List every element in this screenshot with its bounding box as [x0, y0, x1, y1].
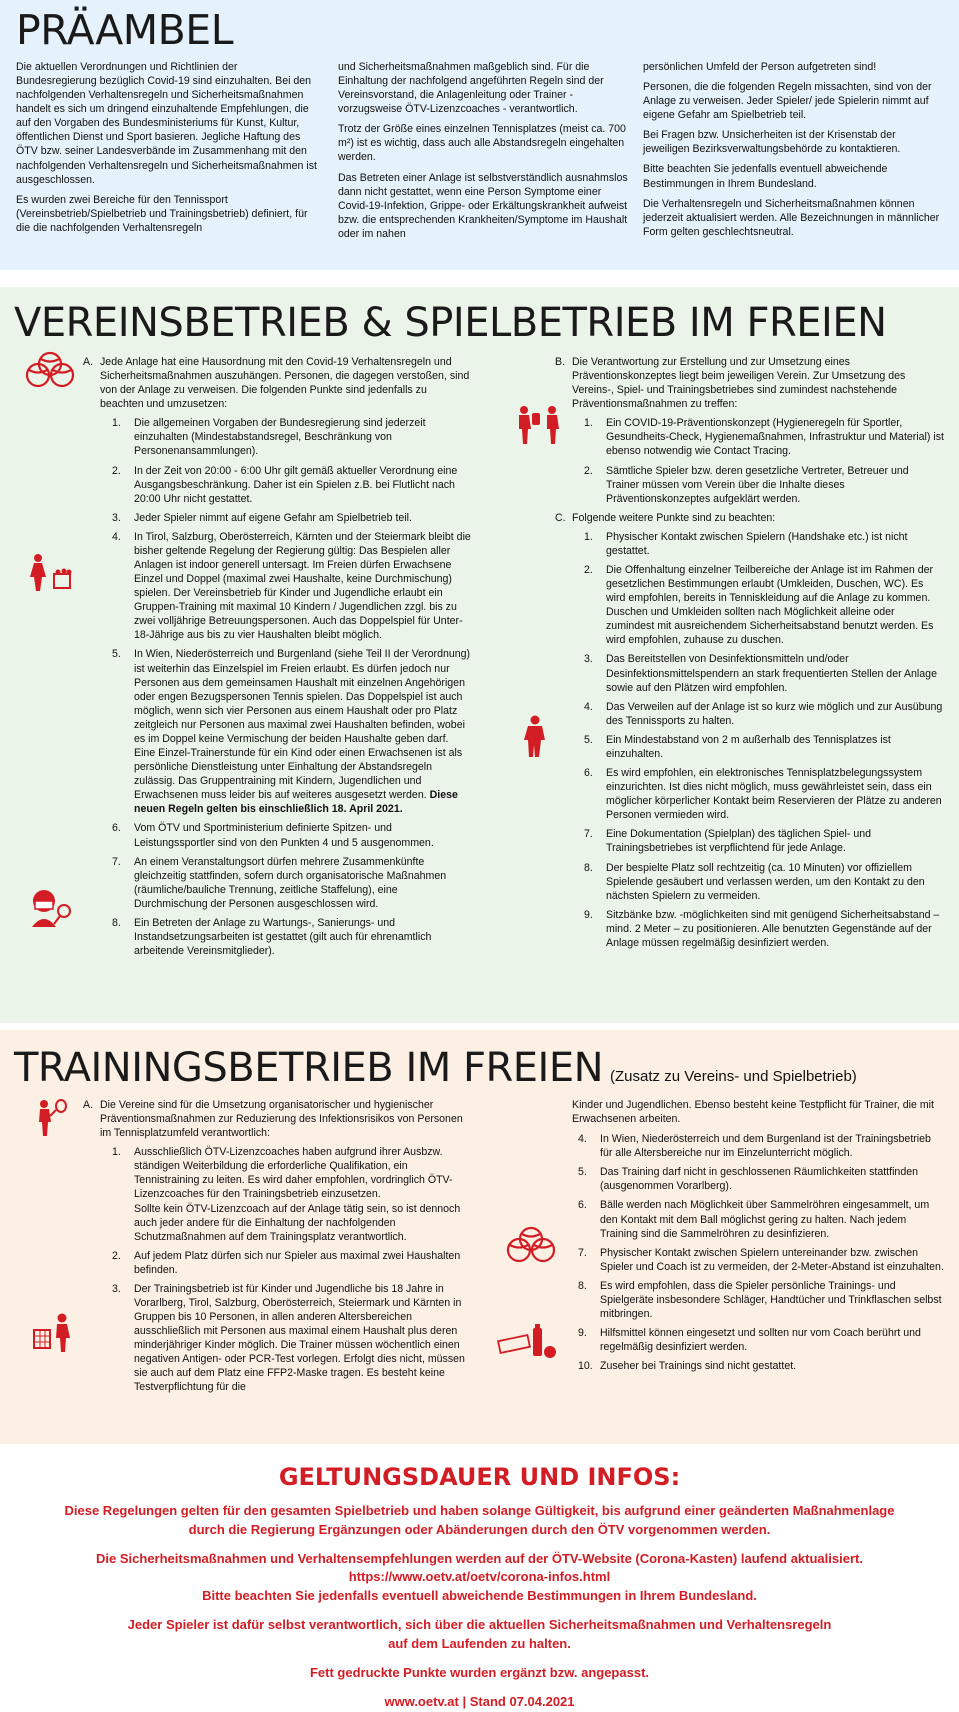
list-item	[106, 464, 472, 506]
item-number: 6.	[584, 767, 593, 780]
trainingsbetrieb-right-column	[572, 1098, 944, 1378]
item-number: 3.	[112, 511, 121, 524]
paragraph: Das Betreten einer Anlage ist selbstverständlich ausnahmslos dann nicht gestattet, wenn eine Person Symptome einer Covid-19-Infektion, Grippe- oder Erkältungskrankheit aufweist bzw. die entsprechenden Krankheiten/Symptome im Haushalt oder im nahen	[338, 171, 628, 240]
item-number: 10.	[578, 1360, 593, 1373]
item-number: 1.	[584, 417, 593, 430]
list-item	[578, 827, 944, 855]
point-text: Folgende weitere Punkte sind zu beachten:	[572, 511, 776, 524]
item-number: 3.	[112, 1282, 121, 1295]
item-number: 8.	[584, 861, 593, 874]
list-item	[572, 1132, 944, 1160]
numbered-list	[80, 416, 472, 958]
item-number: 1.	[112, 1146, 121, 1159]
item-text: Eine Dokumentation (Spielplan) des täglichen Spiel- und Trainingsbetriebes ist verpflichtend für jede Anlage.	[606, 828, 872, 855]
list-item	[578, 733, 944, 761]
paragraph: Es wurden zwei Bereiche für den Tennissport (Vereinsbetrieb/Spielbetrieb und Trainingsbetrieb) definiert, für die die nachfolgenden Verhaltensregeln	[16, 193, 308, 234]
player-icon	[521, 715, 551, 763]
bundesland-note: Bitte beachten Sie jedenfalls eventuell abweichende Bestimmungen in Ihrem Bundesland.	[202, 1588, 757, 1604]
item-text: Es wird empfohlen, ein elektronisches Tennisplatzbelegungssystem einzurichten. Ist dies nicht möglich, muss gewährleistet sein, dass ein möglicher körperlicher Kontakt beim Reservieren der Plätze zu anderen Personen vermieden wird.	[606, 767, 942, 822]
praeambel-column-2	[338, 60, 628, 247]
list-item	[572, 1279, 944, 1321]
item-text: Das Training darf nicht in geschlossenen Räumlichkeiten stattfinden (ausgenommen Vorarlberg).	[600, 1166, 918, 1193]
item-number: 2.	[584, 564, 593, 577]
section-point	[80, 1098, 472, 1140]
item-text: Der bespielte Platz soll rechtzeitig (ca. 10 Minuten) vor offiziellem Spielende gesäubert und verlassen werden, um den Kontakt zu den nächsten Spielern zu vermeiden.	[606, 861, 925, 902]
item-number: 9.	[578, 1327, 587, 1340]
list-item	[578, 530, 944, 558]
player-with-ball-basket-icon	[24, 552, 76, 598]
numbered-list	[80, 1145, 472, 1394]
list-item	[578, 766, 944, 822]
praeambel-column-1	[16, 60, 318, 241]
item-number: 3.	[584, 653, 593, 666]
item-text: Die Offenhaltung einzelner Teilbereiche der Anlage ist im Rahmen der gesetzlichen Bestimmungen erlaubt (Umkleiden, Duschen, WC). Es wird empfohlen, bereits in Tenniskleidung auf die Anlage zu kommen. Duschen und Umkleiden sollten nach Möglichkeit alleine oder zumindest mit ausreichendem Sicherheitsabstand benutzt werden. Es wird empfohlen, zuhause zu duschen.	[606, 564, 934, 647]
list-item	[572, 1198, 944, 1240]
list-item	[578, 700, 944, 728]
list-item	[572, 1165, 944, 1193]
item-text: Es wird empfohlen, dass die Spieler persönliche Trainings- und Spielgeräte insbesondere Schläger, Handtücher und Trinkflaschen selbst mitbringen.	[600, 1279, 942, 1321]
point-text: Die Vereine sind für die Umsetzung organisatorischer und hygienischer Präventionsmaßnahmen zur Reduzierung des Infektionsrisikos von Personen im Tennisplatzumfeld verantwortlich:	[100, 1099, 463, 1140]
list-item	[578, 861, 944, 903]
corona-info-link[interactable]: https://www.oetv.at/oetv/corona-infos.html	[348, 1569, 611, 1585]
item-text: Das Bereitstellen von Desinfektionsmitteln und/oder Desinfektionsmittelspendern an stark frequentierten Stellen der Anlage sowie auf den Plätzen wird empfohlen.	[606, 653, 937, 694]
item-text: Physischer Kontakt zwischen Spielern (Handshake etc.) ist nicht gestattet.	[606, 530, 908, 557]
list-item	[106, 821, 472, 849]
point-letter: A.	[83, 356, 94, 368]
item-number: 1.	[584, 530, 593, 543]
point-letter: C.	[555, 511, 566, 524]
item-text: Jeder Spieler nimmt auf eigene Gefahr am Spielbetrieb teil.	[134, 511, 412, 524]
list-item	[578, 908, 944, 950]
numbered-list	[552, 416, 944, 505]
item-extra-text: Sollte kein ÖTV-Lizenzcoach auf der Anlage tätig sein, so ist dennoch auch jeder andere für die Einhaltung der nachfolgenden Schutzmaßnahmen auf dem Trainingsplatz verantwortlich.	[134, 1202, 461, 1243]
praeambel-section	[0, 0, 959, 270]
item-text: Physischer Kontakt zwischen Spielern untereinander bzw. zwischen Spieler und Coach ist zu vermeiden, der 2-Meter-Abstand ist einzuhalten.	[600, 1246, 944, 1273]
point-text: Die Verantwortung zur Erstellung und zur Umsetzung eines Präventionskonzeptes liegt beim jeweiligen Verein. Zur Umsetzung des Vereins-, Spiel- und Trainingsbetriebes sind zumindest nachstehende Präventionsmaßnahmen zu treffen:	[572, 356, 906, 411]
item-number: 5.	[578, 1166, 587, 1179]
item-text: Zuseher bei Trainings sind nicht gestattet.	[600, 1360, 797, 1373]
vereinsbetrieb-section	[0, 287, 959, 1023]
item-text: Hilfsmittel können eingesetzt und sollten nur vom Coach berührt und regelmäßig desinfiziert werden.	[600, 1327, 921, 1354]
list-item	[578, 416, 944, 458]
list-item	[106, 511, 472, 525]
section-point	[552, 511, 944, 525]
section-point	[552, 355, 944, 411]
point-text: Jede Anlage hat eine Hausordnung mit den Covid-19 Verhaltensregeln und Sicherheitsmaßnahmen auszuhängen. Personen, die dagegen verstoßen, sind von der Anlage zu verweisen. Die folgenden Punkte sind jedenfalls zu beachten und umzusetzen:	[100, 356, 470, 411]
item-text: Der Trainingsbetrieb ist für Kinder und Jugendliche bis 18 Jahre in Vorarlberg, Tirol, Salzburg, Oberösterreich, Steiermark und Kärnten in Gruppen bis 10 Personen, in allen anderen Altersbereichen ausschließlich mit Personen aus maximal einem Haushalt plus deren minderjähriger Kinder möglich. Die Trainer müssen wöchentlich einen negativen Antigen- oder PCR-Test vorlegen. Erfolgt dies nicht, müssen sie auch auf dem Platz eine FFP2-Maske tragen. Es besteht keine Testverpflichtung für die	[134, 1282, 465, 1394]
item-text: Sämtliche Spieler bzw. deren gesetzliche Vertreter, Betreuer und Trainer müssen vom Verein über die Inhalte dieses Präventionskonzeptes aufgeklärt werden.	[606, 464, 909, 505]
vereinsbetrieb-title: VEREINSBETRIEB & SPIELBETRIEB IM FREIEN	[14, 300, 887, 346]
item-number: 2.	[112, 1249, 121, 1262]
tennis-balls-icon	[24, 351, 76, 395]
trainingsbetrieb-heading	[14, 1045, 857, 1091]
item-number: 2.	[112, 464, 121, 477]
item-number: 4.	[584, 700, 593, 713]
item-text: Die allgemeinen Vorgaben der Bundesregierung sind jederzeit einzuhalten (Mindestabstandsregel, Beschränkung von Personenansammlungen).	[134, 417, 426, 458]
item-number: 5.	[584, 733, 593, 746]
website-and-date[interactable]: www.oetv.at | Stand 07.04.2021	[384, 1693, 575, 1709]
list-item	[578, 563, 944, 647]
item-text: In der Zeit von 20:00 - 6:00 Uhr gilt gemäß aktueller Verordnung eine Ausgangsbeschränkung. Daher ist ein Spielen z.B. bei Flutlicht nach 20:00 Uhr nicht gestattet.	[134, 464, 458, 505]
item-text: In Tirol, Salzburg, Oberösterreich, Kärnten und der Steiermark bleibt die bisher geltende Regelung der Regierung gültig: Das Bespielen aller Anlagen ist indoor generell untersagt. Im Freien dürfen Erwachsene Einzel und Doppel (maximal zwei Haushalte, keine Durchmischung) spielen. Der Vereinsbetrieb für Kinder und Jugendliche erlaubt ein Gruppen-Training mit maximal 10 Kindern / Jugendlichen zzgl. bis zu zwei volljährige Betreuungspersonen. Auch das Doppelspiel für Unter-18-Jährige aus bis zu vier Haushalten bleibt möglich.	[134, 530, 471, 642]
item-number: 8.	[112, 916, 121, 929]
masked-player-icon	[24, 887, 76, 933]
item-text: Bälle werden nach Möglichkeit über Sammelröhren eingesammelt, um den Kontakt mit dem Ball möglichst gering zu halten. Nach jedem Training sind die Sammelröhren zu desinfizieren.	[600, 1199, 930, 1240]
list-item	[106, 1145, 472, 1244]
responsibility-line-1: Jeder Spieler ist dafür selbst verantwortlich, sich über die aktuellen Sicherheitsmaßnahmen und Verhaltensregeln	[127, 1617, 832, 1633]
item-number: 6.	[578, 1199, 587, 1212]
list-item	[106, 855, 472, 911]
item-number: 1.	[112, 417, 121, 430]
numbered-list	[572, 1132, 944, 1373]
item-text: Ein Betreten der Anlage zu Wartungs-, Sanierungs- und Instandsetzungsarbeiten ist gestattet (gilt auch für ehrenamtlich arbeitende Vereinsmitglieder).	[134, 916, 432, 958]
praeambel-column-3	[643, 60, 943, 245]
item-number: 4.	[578, 1133, 587, 1146]
bold-note: Fett gedruckte Punkte wurden ergänzt bzw. angepasst.	[309, 1664, 650, 1680]
item-number: 2.	[584, 464, 593, 477]
paragraph: und Sicherheitsmaßnahmen maßgeblich sind. Für die Einhaltung der nachfolgend angeführten Regeln sind der Vereinsvorstand, die Anlagenleitung oder Trainer - vorzugsweise ÖTV-Lizenzcoaches - verantwortlich.	[338, 61, 604, 116]
continued-text: Kinder und Jugendlichen. Ebenso besteht keine Testpflicht für Trainer, die mit Erwachsenen arbeiten.	[572, 1099, 934, 1126]
coach-with-basket-icon	[32, 1312, 76, 1358]
paragraph: persönlichen Umfeld der Person aufgetreten sind!	[643, 61, 877, 73]
list-item	[578, 464, 944, 506]
geltungsdauer-title: GELTUNGSDAUER UND INFOS:	[278, 1463, 681, 1491]
list-item	[106, 647, 472, 816]
item-text: Auf jedem Platz dürfen sich nur Spieler aus maximal zwei Haushalten befinden.	[134, 1249, 461, 1276]
numbered-list	[552, 530, 944, 950]
item-bold-text: Diese neuen Regeln gelten bis einschließlich 18. April 2021.	[134, 789, 458, 816]
item-text: Das Verweilen auf der Anlage ist so kurz wie möglich und zur Ausübung des Tennissports zu halten.	[606, 700, 943, 727]
paragraph: Die aktuellen Verordnungen und Richtlinien der Bundesregierung bezüglich Covid-19 sind einzuhalten. Bei den nachfolgenden Verhaltensregeln und Sicherheitsmaßnahmen handelt es sich um dringend einzuhaltende Empfehlungen, die auf den Vorgaben des Bundesministeriums für Kunst, Kultur, öffentlichen Dienst und Sport basieren. Jegliche Haftung des ÖTV bzw. seiner Landesverbände im Zusammenhang mit den nachfolgenden Verhaltensregeln und Sicherheitsmaßnahmen ist ausgeschlossen.	[16, 61, 317, 186]
list-item	[106, 1282, 472, 1395]
list-item	[106, 416, 472, 458]
praeambel-title: PRÄAMBEL	[16, 6, 234, 54]
item-text: In Wien, Niederösterreich und dem Burgenland ist der Trainingsbetrieb für alle Altersbereiche nur im Einzelunterricht möglich.	[600, 1133, 931, 1160]
trainingsbetrieb-title: TRAININGSBETRIEB IM FREIEN	[14, 1045, 604, 1091]
list-item	[106, 1249, 472, 1277]
item-number: 8.	[578, 1279, 587, 1292]
paragraph: Die Verhaltensregeln und Sicherheitsmaßnahmen können jederzeit aktualisiert werden. Alle Bezeichnungen in männlicher Form gelten geschlechtsneutral.	[643, 197, 940, 238]
validity-line-1: Diese Regelungen gelten für den gesamten Spielbetrieb und haben solange Gültigkeit, bis aufgrund einer geänderten Maßnahmenlage	[64, 1502, 895, 1518]
paragraph: Personen, die die folgenden Regeln missachten, sind von der Anlage zu verweisen. Jeder Spieler/ jede Spielerin nimmt auf eigene Gefahr am Spielbetrieb teil.	[643, 81, 932, 122]
list-item	[572, 1359, 944, 1373]
point-letter: A.	[83, 1099, 94, 1111]
point-letter: B.	[555, 356, 566, 368]
responsibility-line-2: auf dem Laufenden zu halten.	[388, 1635, 571, 1651]
paragraph: Trotz der Größe eines einzelnen Tennisplatzes (meist ca. 700 m²) ist es wichtig, dass auch alle Abstandsregeln eingehalten werden.	[338, 123, 626, 164]
paragraph: Bei Fragen bzw. Unsicherheiten ist der Krisenstab der jeweiligen Bezirksverwaltungsbehörde zu kontaktieren.	[643, 129, 901, 156]
list-item	[578, 652, 944, 694]
item-text: Ein Mindestabstand von 2 m außerhalb des Tennisplatzes ist einzuhalten.	[606, 733, 891, 760]
item-text: Ausschließlich ÖTV-Lizenzcoaches haben aufgrund ihrer Ausbzw. ständigen Weiterbildung die erforderliche Qualifikation, ein Tennistraining zu leiten. Es wird daher empfohlen, vordringlich ÖTV-Lizenzcoaches für den Trainingsbetrieb einzusetzen.	[134, 1146, 453, 1201]
list-item	[106, 530, 472, 643]
trainingsbetrieb-subtitle: (Zusatz zu Vereins- und Spielbetrieb)	[610, 1068, 857, 1085]
training-gear-icon	[497, 1322, 559, 1366]
item-number: 6.	[112, 822, 121, 835]
item-text: Vom ÖTV und Sportministerium definierte Spitzen- und Leistungssportler sind von den Punkten 4 und 5 ausgenommen.	[134, 822, 434, 849]
item-number: 5.	[112, 648, 121, 661]
item-number: 7.	[112, 855, 121, 868]
validity-line-2: durch die Regierung Ergänzungen oder Abänderungen durch den ÖTV vorgenommen werden.	[188, 1521, 771, 1537]
vereinsbetrieb-left-column	[80, 355, 472, 963]
trainingsbetrieb-left-column	[80, 1098, 472, 1400]
item-number: 7.	[584, 828, 593, 841]
item-number: 9.	[584, 908, 593, 921]
list-item	[572, 1246, 944, 1274]
tennis-balls-icon	[505, 1226, 557, 1270]
vereinsbetrieb-right-column	[552, 355, 944, 955]
paragraph: Bitte beachten Sie jedenfalls eventuell abweichende Bestimmungen in Ihrem Bundesland.	[643, 163, 888, 190]
trainingsbetrieb-section	[0, 1030, 959, 1444]
item-text: Sitzbänke bzw. -möglichkeiten sind mit genügend Sicherheitsabstand – mind. 2 Meter – zu positionieren. Alle benutzten Gegenstände auf der Anlage müssen regelmäßig desinfiziert werden.	[606, 908, 940, 949]
item-number: 7.	[578, 1246, 587, 1259]
geltungsdauer-section	[0, 1444, 959, 1709]
item-number: 4.	[112, 530, 121, 543]
item-text: Ein COVID-19-Präventionskonzept (Hygieneregeln für Sportler, Gesundheits-Check, Hygienemaßnahmen, Infrastruktur und Material) ist ebenso notwendig wie Contact Tracing.	[606, 417, 944, 458]
list-item	[106, 916, 472, 958]
item-text: In Wien, Niederösterreich und Burgenland (siehe Teil II der Verordnung) ist weiterhin das Einzelspiel im Freien erlaubt. Es dürfen jedoch nur Personen aus dem gemeinsamen Haushalt mit einzelnen Angehörigen oder engen Bezugspersonen Tennis spielen. Das Doppelspiel ist auch möglich, wenn sich vier Personen aus einem Haushalt oder pro Platz zeitgleich nur Personen aus maximal zwei Haushalten befinden, wobei es im Doppel keine Vermischung der beiden Haushalte geben darf. Eine Einzel-Trainerstunde für ein Kind oder einen Erwachsenen ist als persönliche Dienstleistung unter Einhaltung der Abstandsregeln zulässig. Das Gruppentraining mit Kindern, Jugendlichen und Erwachsenen muss leider bis auf weiteres ausgesetzt werden.	[134, 648, 471, 802]
website-note: Die Sicherheitsmaßnahmen und Verhaltensempfehlungen werden auf der ÖTV-Website (Corona-Kasten) laufend aktualisiert.	[96, 1550, 863, 1566]
list-item	[572, 1326, 944, 1354]
item-text: An einem Veranstaltungsort dürfen mehrere Zusammenkünfte gleichzeitig stattfinden, sofern durch organisatorische Maßnahmen (räumliche/bauliche Trennung, zeitliche Staffelung), eine Durchmischung der Personen ausgeschlossen wird.	[134, 855, 447, 910]
section-point	[80, 355, 472, 411]
player-icon	[34, 1098, 68, 1142]
